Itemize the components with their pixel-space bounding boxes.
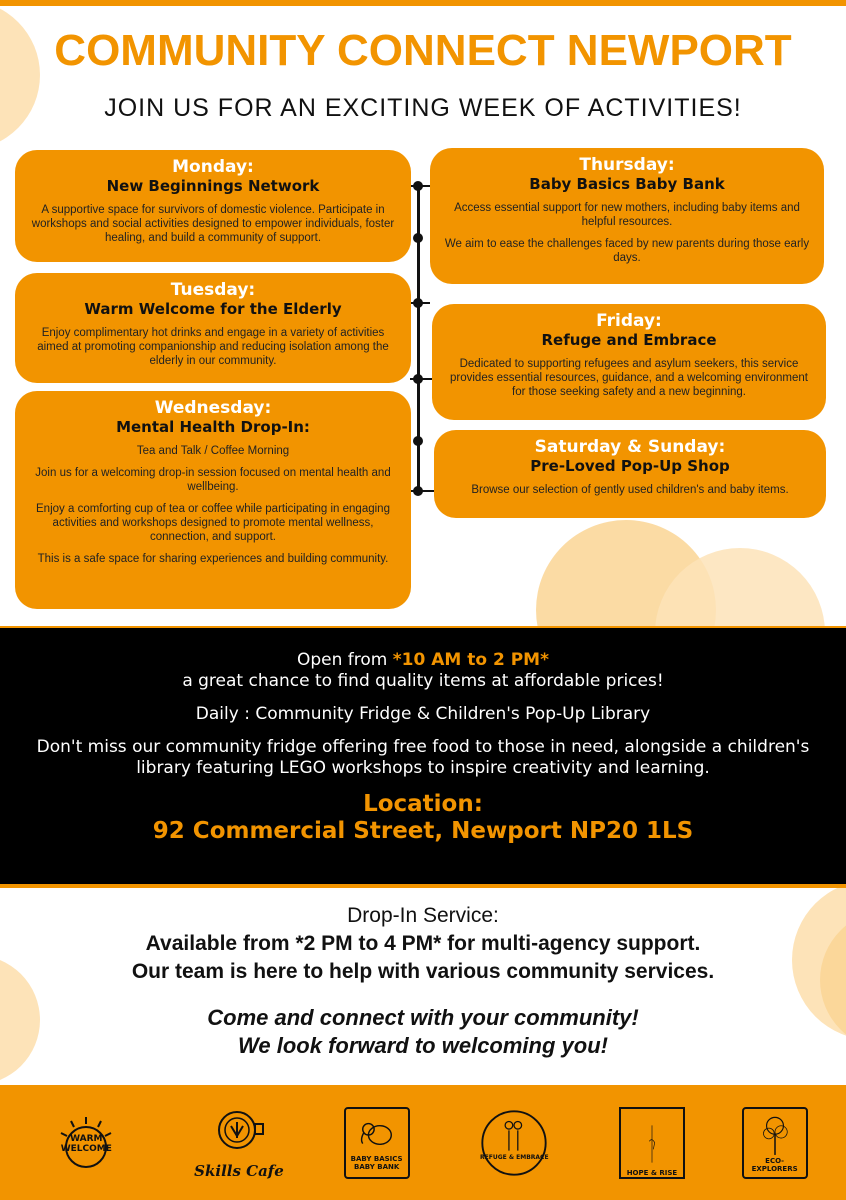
activity-desc: Browse our selection of gently used children's and baby items. (471, 484, 789, 496)
activity-name: Refuge and Embrace (541, 331, 717, 349)
activity-desc: We aim to ease the challenges faced by new parents during those early days. (444, 238, 810, 264)
activity-desc: A supportive space for survivors of domestic violence. Participate in workshops and social activities designed to empower individuals, foster healing, and build a community of support. (31, 204, 395, 244)
activity-name: New Beginnings Network (106, 177, 320, 195)
activity-desc: Dedicated to supporting refugees and asylum seekers, this service provides essential resources, guidance, and a welcoming environment for those seeking safety and a new beginning. (450, 358, 808, 398)
cta-line1: Come and connect with your community! (207, 1005, 639, 1030)
timeline-dot (413, 436, 423, 446)
page-title: COMMUNITY CONNECT NEWPORT (54, 26, 792, 75)
activity-desc: Access essential support for new mothers, including baby items and helpful resources. (454, 202, 800, 228)
activity-desc: Join us for a welcoming drop-in session focused on mental health and wellbeing. (35, 467, 391, 493)
timeline-tick (410, 378, 432, 380)
location-label: Location: (363, 791, 483, 817)
open-hours: *10 AM to 2 PM* (392, 650, 549, 670)
activity-name: Baby Basics Baby Bank (529, 175, 725, 193)
dropin-line2: Our team is here to help with various community services. (131, 960, 715, 983)
logo-hope-rise (619, 1107, 685, 1179)
dropin-section (0, 902, 846, 1060)
activity-name: Mental Health Drop-In: (116, 418, 310, 436)
day-label: Thursday: (579, 155, 675, 175)
card-friday (432, 304, 826, 420)
logo-baby-bank (344, 1107, 410, 1179)
coffee-cup-icon (209, 1106, 269, 1162)
day-label: Tuesday: (170, 280, 256, 300)
location-address: 92 Commercial Street, Newport NP20 1LS (152, 818, 694, 844)
timeline-tick (410, 490, 434, 492)
logo-label: BABY BASICS BABY BANK (350, 1154, 403, 1171)
timeline-dot (413, 233, 423, 243)
elephant-icon (354, 1115, 400, 1155)
cta-line2: We look forward to welcoming you! (238, 1033, 608, 1058)
logo-label: HOPE & RISE (626, 1168, 678, 1177)
dropin-title: Drop-In Service: (347, 904, 499, 927)
card-wednesday (15, 391, 411, 609)
card-weekend (434, 430, 826, 518)
day-label: Monday: (172, 157, 254, 177)
day-label: Saturday & Sunday: (534, 437, 726, 457)
card-thursday (430, 148, 824, 284)
logo-label: WARM WELCOME (60, 1133, 112, 1154)
activity-desc: This is a safe space for sharing experiences and building community. (37, 553, 389, 565)
fridge-text: Don't miss our community fridge offering free food to those in need, alongside a children's library featuring LEGO workshops to inspire creativity and learning. (36, 737, 810, 778)
logo-refuge-embrace (466, 1100, 562, 1186)
logo-label: ECO-EXPLORERS (751, 1156, 798, 1173)
card-monday (15, 150, 411, 262)
logo-warm-welcome (38, 1100, 134, 1186)
logo-label: REFUGE & EMBRACE (480, 1154, 549, 1161)
info-band (0, 626, 846, 888)
card-tuesday (15, 273, 411, 383)
activity-name: Pre-Loved Pop-Up Shop (530, 457, 730, 475)
activity-desc: Enjoy complimentary hot drinks and engage in a variety of activities aimed at promoting companionship and reducing isolation among the elderly in our community. (37, 327, 389, 367)
timeline-tick (410, 185, 430, 187)
activity-desc: Enjoy a comforting cup of tea or coffee while participating in engaging activities and workshops designed to promote mental wellness, connection, and support. (36, 503, 390, 543)
dropin-line1: Available from *2 PM to 4 PM* for multi-agency support. (145, 932, 701, 955)
timeline-tick (410, 302, 430, 304)
open-prefix: Open from (297, 650, 393, 670)
daily-text: Daily : Community Fridge & Children's Pop-Up Library (195, 704, 651, 724)
page-subtitle: JOIN US FOR AN EXCITING WEEK OF ACTIVITIES! (104, 94, 742, 122)
day-label: Friday: (596, 311, 662, 331)
partner-logos (0, 1085, 846, 1200)
family-icon (476, 1105, 552, 1181)
top-bar (0, 0, 846, 6)
hand-rope-icon (632, 1119, 672, 1169)
activity-name: Warm Welcome for the Elderly (84, 300, 342, 318)
tree-icon (752, 1113, 798, 1157)
logo-eco-explorers (742, 1107, 808, 1179)
logo-label: Skills Cafe (194, 1161, 284, 1180)
open-sub: a great chance to find quality items at affordable prices! (182, 671, 664, 691)
activity-desc: Tea and Talk / Coffee Morning (136, 445, 290, 457)
day-label: Wednesday: (154, 398, 272, 418)
logo-skills-cafe (191, 1100, 287, 1186)
